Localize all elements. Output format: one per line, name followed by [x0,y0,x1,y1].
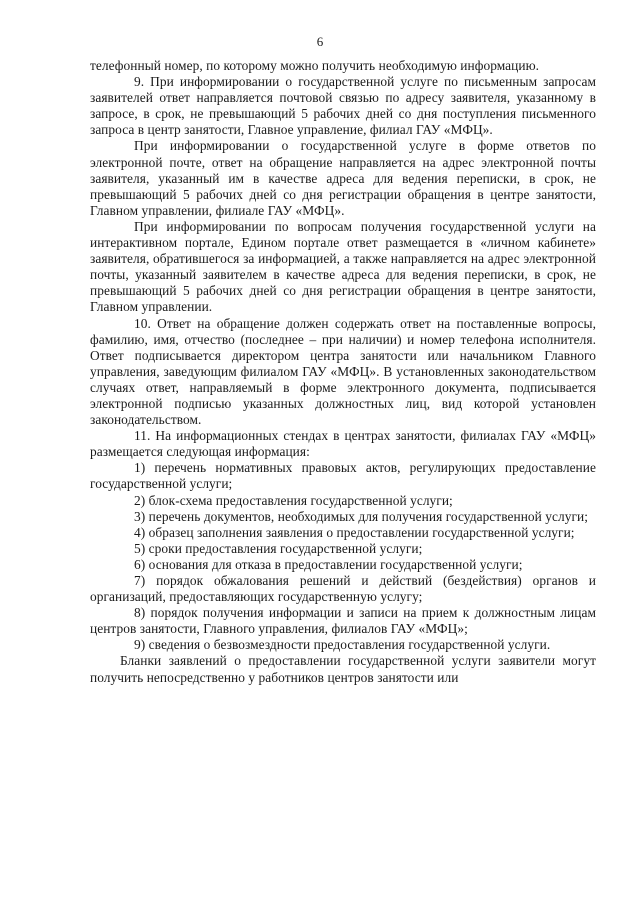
paragraph: 10. Ответ на обращение должен содержать ответ на поставленные вопросы, фамилию, имя, отчество (последнее – при наличии) и номер телефона исполнителя. Ответ подписывается директором центра занятости или начальником Главного управления, заведующим филиалом ГАУ «МФЦ». В установленных законодательством случаях ответ, направляемый в форме электронного документа, подписывается электронной подписью указанных должностных лиц, вид которой установлен законодательством. [90,315,596,428]
paragraph: При информировании по вопросам получения государственной услуги на интерактивном портале, Едином портале ответ размещается в «личном кабинете» заявителя, обратившегося за информацией, а также направляется на адрес электронной почты, указанный заявителем в качестве адреса для ведения переписки, в срок, не превышающий 5 рабочих дней со дня регистрации обращения в центре занятости, Главном управлении. [90,218,596,315]
paragraph: 2) блок-схема предоставления государственной услуги; [134,492,453,508]
paragraph: 7) порядок обжалования решений и действий (бездействия) органов и организаций, предоставляющих государственную услугу; [90,573,596,605]
paragraph: Бланки заявлений о предоставлении государственной услуги заявители могут получить непосредственно у работников центров занятости или [90,653,596,685]
paragraph: 11. На информационных стендах в центрах занятости, филиалах ГАУ «МФЦ» размещается следующая информация: [90,428,596,460]
document-body [90,58,596,686]
paragraph: 8) порядок получения информации и записи на прием к должностным лицам центров занятости, Главного управления, филиалов ГАУ «МФЦ»; [90,605,596,637]
paragraph: 9. При информировании о государственной услуге по письменным запросам заявителей ответ направляется почтовой связью по адресу заявителя, указанному в запросе, в срок, не превышающий 5 рабочих дней со дня поступления письменного запроса в центр занятости, Главное управление, филиал ГАУ «МФЦ». [90,74,596,138]
paragraph: 5) сроки предоставления государственной услуги; [134,540,423,556]
paragraph: При информировании о государственной услуге в форме ответов по электронной почте, ответ на обращение направляется на адрес электронной почты заявителя, указанный им в качестве адреса для ведения переписки, в срок, не превышающий 5 рабочих дней со дня регистрации обращения в центре занятости, Главном управлении, филиале ГАУ «МФЦ». [90,138,596,218]
paragraph: 1) перечень нормативных правовых актов, регулирующих предоставление государственной услуги; [90,460,596,492]
paragraph: 3) перечень документов, необходимых для получения государственной услуги; [134,508,589,524]
paragraph: 4) образец заполнения заявления о предоставлении государственной услуги; [134,524,575,540]
page-number: 6 [316,34,324,49]
paragraph: 9) сведения о безвозмездности предоставления государственной услуги. [134,637,551,653]
paragraph: телефонный номер, по которому можно получить необходимую информацию. [90,58,540,73]
paragraph: 6) основания для отказа в предоставлении государственной услуги; [134,556,523,572]
